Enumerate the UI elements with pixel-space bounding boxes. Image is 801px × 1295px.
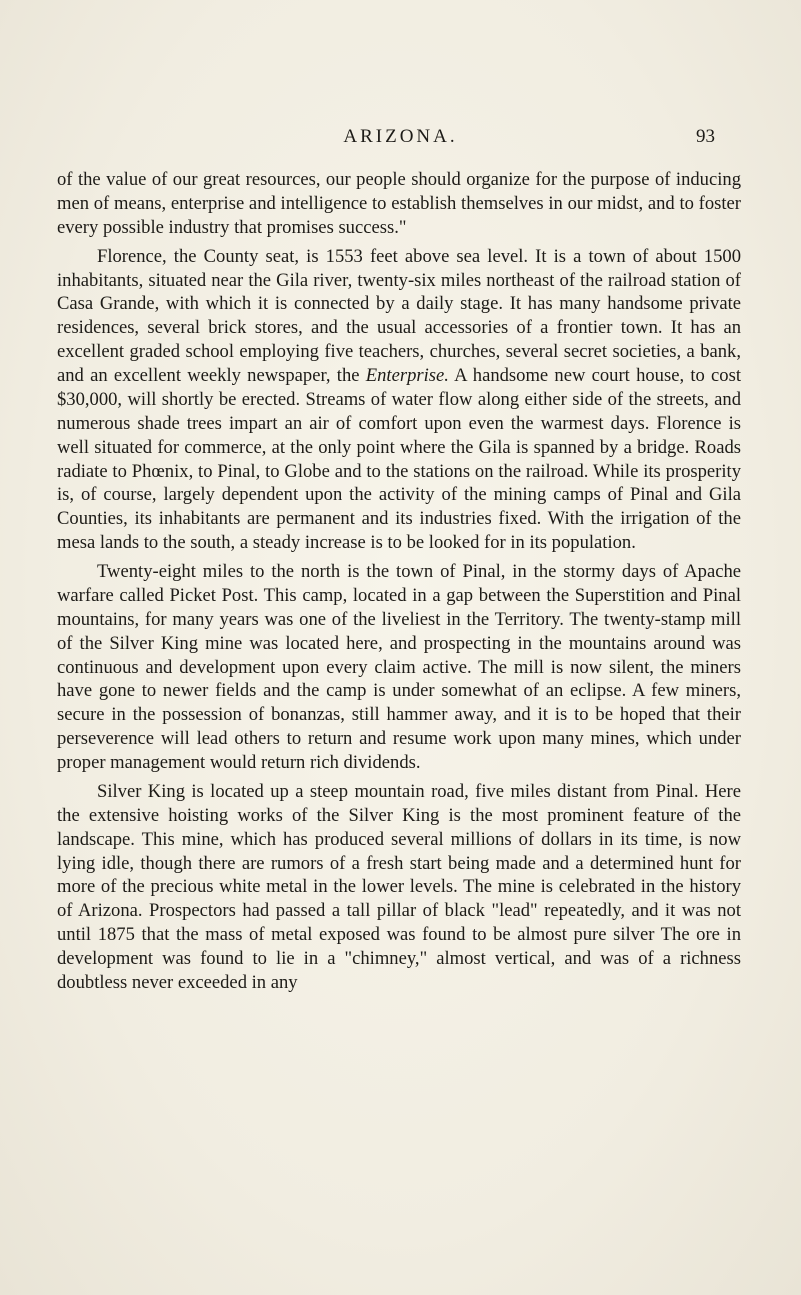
running-head bbox=[0, 126, 801, 152]
paragraph-pinal: Twenty-eight miles to the north is the town of Pinal, in the stormy days of Apache warfare called Picket Post. This camp, located in a gap between the Superstition and Pinal mountains, for many years was one of the liveliest in the Territory. The twenty-stamp mill of the Silver King mine was located here, and prospecting in the mountains around was continuous and development upon every claim active. The mill is now silent, the miners have gone to newer fields and the camp is under somewhat of an eclipse. A few miners, secure in the possession of bonanzas, still hammer away, and it is to be hoped that their perseverence will lead others to return and resume work upon many mines, which under proper management would return rich dividends. bbox=[57, 561, 741, 773]
paragraph-continued: of the value of our great resources, our people should organize for the purpose of inducing men of means, enterprise and intelligence to establish themselves in our midst, and to foster every possible industry that promises success." bbox=[57, 169, 741, 238]
page-number: 93 bbox=[696, 126, 715, 147]
paragraph-florence-part-1: Florence, the County seat, is 1553 feet above sea level. It is a town of about 1500 inhabitants, situated near the Gila river, twenty-six miles northeast of the railroad station of Casa Grande, with which it is connected by a daily stage. It has many handsome private residences, several brick stores, and the usual accessories of a frontier town. It has an excellent graded school employing five teachers, churches, several secret societies, a bank, and an excellent weekly newspaper, the bbox=[57, 245, 741, 386]
body-text bbox=[57, 168, 741, 995]
paragraph-florence-part-2: A handsome new court house, to cost $30,000, will shortly be erected. Streams of water flow along either side of the streets, and numerous shade trees impart an air of comfort upon even the warmest days. Florence is well situated for commerce, at the only point where the Gila is spanned by a bridge. Roads radiate to Phœnix, to Pinal, to Globe and to the stations on the railroad. While its prosperity is, of course, largely dependent upon the activity of the mining camps of Pinal and Gila Counties, its inhabitants are permanent and its industries fixed. With the irrigation of the mesa lands to the south, a steady increase is to be looked for in its population. bbox=[57, 365, 741, 554]
running-title: ARIZONA. bbox=[343, 126, 458, 147]
paragraph-silver-king: Silver King is located up a steep mountain road, five miles distant from Pinal. Here the extensive hoisting works of the Silver King is the most prominent feature of the landscape. This mine, which has produced several millions of dollars in its time, is now lying idle, though there are rumors of a fresh start being made and a determined hunt for more of the precious white metal in the lower levels. The mine is celebrated in the history of Arizona. Prospectors had passed a tall pillar of black "lead" repeatedly, and it was not until 1875 that the mass of metal exposed was found to be almost pure silver The ore in development was found to lie in a "chimney," almost vertical, and was of a richness doubtless never exceeded in any bbox=[57, 780, 741, 993]
newspaper-title: Enterprise. bbox=[365, 365, 449, 386]
paragraph-florence bbox=[57, 245, 741, 555]
